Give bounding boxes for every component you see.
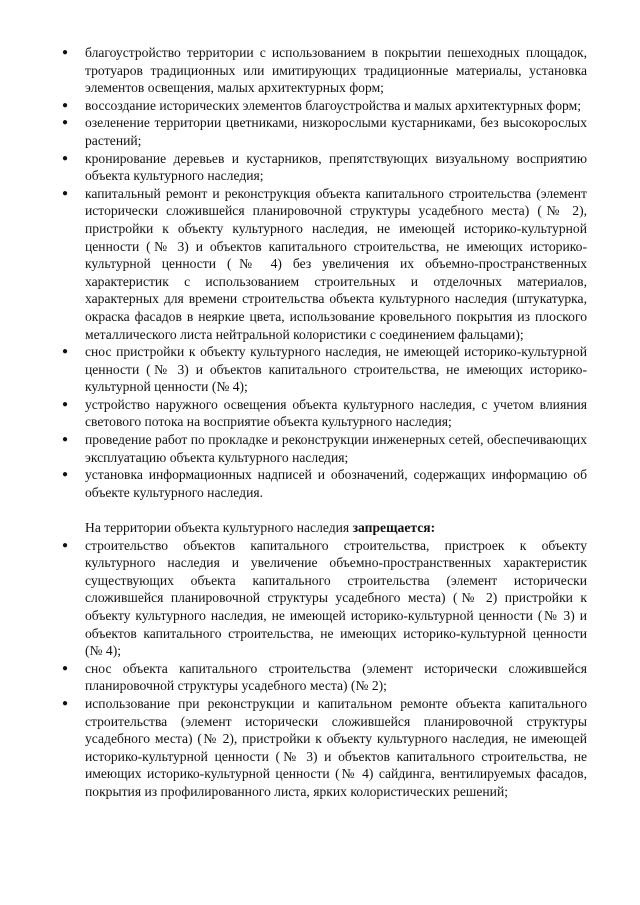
list-item: ● благоустройство территории с использованием в покрытии пешеходных площадок, тротуаров традиционных или имитирующих традиционные материалы, установка элементов освещения, малых архитектурных форм;	[62, 45, 587, 96]
bullet-icon: ●	[62, 398, 69, 410]
list-item: ● установка информационных надписей и обозначений, содержащих информацию об объекте культурного наследия.	[62, 467, 587, 500]
list-item: ● строительство объектов капитального строительства, пристроек к объекту культурного наследия и увеличение объемно-пространственных характеристик существующих объекта капитального строительства (элемент исторически сложившейся планировочной структуры усадебного места) (№ 2) пристройки к объекту культурного наследия, не имеющей историко-культурной ценности (№ 3) и объектов капитального строительства, не имеющих историко-культурной ценности (№ 4);	[62, 537, 587, 659]
bullet-icon: ●	[62, 539, 69, 551]
bullet-icon: ●	[62, 99, 69, 111]
list-item: ● снос объекта капитального строительства (элемент исторически сложившейся планировочной структуры усадебного места) (№ 2);	[62, 660, 587, 694]
list-item: ● использование при реконструкции и капитальном ремонте объекта капитального строительства (элемент исторически сложившейся планировочной структуры усадебного места) (№ 2), пристройки к объекту культурного наследия, не имеющей историко-культурной ценности (№ 3) и объектов капитального строительства, не имеющих историко-культурной ценности (№ 4) сайдинга, вентилируемых фасадов, покрытия из профилированного листа, ярких колористических решений;	[62, 695, 587, 799]
list-item: ● проведение работ по прокладке и реконструкции инженерных сетей, обеспечивающих эксплуатацию объекта культурного наследия;	[62, 432, 587, 465]
bullet-icon: ●	[62, 697, 69, 709]
bullet-icon: ●	[62, 346, 69, 358]
bullet-icon: ●	[62, 469, 69, 481]
bullet-icon: ●	[62, 152, 69, 164]
list-item: ● капитальный ремонт и реконструкция объекта капитального строительства (элемент исторически сложившейся планировочной структуры усадебного места) (№ 2), пристройки к объекту культурного наследия, не имеющей историко-культурной ценности (№ 3) и объектов капитального строительства, не имеющих историко-культурной ценности (№ 4) без увеличения их объемно-пространственных характеристик с использованием строительных и отделочных материалов, характерных для времени строительства объекта культурного наследия (штукатурка, окраска фасадов в неяркие цвета, использование кровельного покрытия из плоского металлического листа нейтральной колористики с соединением фальцами);	[62, 185, 587, 342]
list-item: ● устройство наружного освещения объекта культурного наследия, с учетом влияния светового потока на восприятие объекта культурного наследия;	[62, 396, 587, 430]
bullet-icon: ●	[62, 434, 69, 446]
list-item: ● снос пристройки к объекту культурного наследия, не имеющей историко-культурной ценности (№ 3) и объектов капитального строительства, не имеющих историко-культурной ценности (№ 4);	[62, 344, 587, 395]
bullet-icon: ●	[62, 47, 69, 58]
permitted-list	[60, 44, 587, 501]
prohibited-intro: На территории объекта культурного наследия запрещается:	[85, 520, 436, 536]
bullet-icon: ●	[62, 662, 69, 674]
list-item: ● озеленение территории цветниками, низкорослыми кустарниками, без высокорослых растений;	[62, 115, 587, 148]
prohibited-list	[60, 537, 587, 801]
spacer	[60, 501, 587, 519]
document-page	[60, 44, 587, 801]
bullet-icon: ●	[62, 187, 69, 199]
list-item: ● кронирование деревьев и кустарников, препятствующих визуальному восприятию объекта культурного наследия;	[62, 150, 587, 184]
list-item: ● воссоздание исторических элементов благоустройства и малых архитектурных форм;	[62, 97, 581, 113]
bullet-icon: ●	[62, 117, 69, 129]
